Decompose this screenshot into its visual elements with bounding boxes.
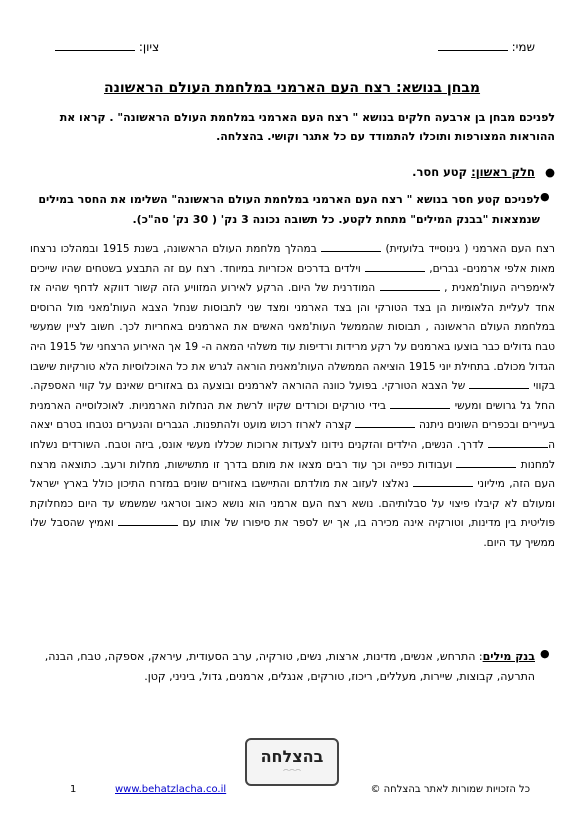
site-link[interactable]: www.behatzlacha.co.il	[115, 784, 227, 795]
blank-1[interactable]	[321, 241, 381, 252]
name-field[interactable]	[438, 38, 535, 54]
passage	[30, 240, 555, 554]
passage-segment: נאלצו לעזוב את מולדתם והתיישבו באזורים שונים במזרח התיכון כולל בארץ ישראל ומעולם לא קיבלו פיצוי על סבלותיהם. נושא רצח העם ארמני הוא נושא כאוב וטראגי שמשמש עד היום כמחלוקת פוליטית בין מדינות, וטורקיה אינה מכירה בו, אך יש לספר את סיפורו של אותו עם	[30, 478, 555, 530]
passage-segment: רצח העם הארמני ( גינוסייד בלועזית)	[381, 243, 556, 255]
copyright-text: כל הזכויות שמורות לאתר בהצלחה ©	[370, 784, 530, 795]
part1-title: קטע חסר.	[412, 165, 472, 179]
logo-tagline: ⌒⌒⌒	[282, 770, 301, 777]
grade-field[interactable]	[55, 38, 159, 54]
name-label: שמי:	[511, 40, 535, 54]
intro-paragraph: לפניכם מבחן בן ארבעה חלקים בנושא " רצח העם הארמני במלחמת העולם הראשונה" . קראו את ההוראות המצורפות ותוכלו להתמודד עם כל אתגר וקושי. בהצלחה.	[59, 111, 555, 143]
passage-segment: המודרנית של היום. הרקע לאירוע המזוויע הזה קשור דווקא לדחף שהיה אז אחד לעליית הלאומיות הן בצד הטורקי והן בצד הארמני ומצד שני לתבוסות שנחל הצבא העות'מאני מול הרוסים במלחמת העולם הראשונה , תבוסות שהממשל העות'מאני האשים את הארמנים באחריות לכך. חשוב לציין שמעשי טבח גדולים כבר בוצעו בארמנים על רקע מרידות ורדיפות עוד משלהי המאה ה- 19 אך האירוע הרצחני של 1915 היה הגדול מכולם. בתחילת יוני 1915 הוציאה הממשלה העות'מאנית הוראה לגרש את כל האוכלוסיות הלא טורקיות שישבו בקווי	[30, 282, 556, 393]
blank-9[interactable]	[413, 476, 473, 487]
name-blank[interactable]	[438, 38, 508, 51]
exam-title: מבחן בנושא: רצח העם הארמני במלחמת העולם הראשונה	[103, 80, 481, 96]
blank-8[interactable]	[456, 457, 516, 468]
passage-segment: במהלך מלחמת העולם הראשונה, בשנת 1915 ובמהלכו נרצחו מאות אלפי ארמנים- גברים,	[30, 243, 555, 275]
word-bank-label: בנק מילים	[482, 650, 535, 663]
grade-label: ציון:	[138, 40, 160, 54]
word-bank-words: : התרחש, אנשים, מדינות, ארצות, נשים, טורקיה, ערב הסעודית, עיראק, אספקה, טבח, הבנה, התרעה, קבוצות, שיירות, מעללים, ריכוז, טורקים, אנגלים, ארמנים, גדול, ביניני, קטן.	[44, 650, 535, 683]
blank-7[interactable]	[488, 437, 548, 448]
blank-2[interactable]	[365, 261, 425, 272]
blank-3[interactable]	[380, 280, 440, 291]
passage-segment: ואמיץ שהסבל שלו ממשיך עד היום.	[30, 517, 555, 549]
passage-segment: וילדים בדרכים אכזריות במיוחד. רצח עם זה התבצע בשטחים שהיו שייכים לאימפריה העות'מאנית ,	[30, 262, 555, 295]
blank-5[interactable]	[390, 398, 450, 409]
blank-6[interactable]	[355, 417, 415, 428]
passage-segment: לדרך. הנשים, הילדים והזקנים נידונו לצעדות ארוכות שכללו מעשי אונס, ביזה וטבח. השורדים נשלחו למחנות	[30, 438, 555, 471]
bullet-icon: ●	[544, 165, 555, 179]
footer	[70, 784, 530, 800]
passage-segment: בידי טורקים וכורדים שקיוו לרשת את הנחלות הארמניות. לאוכלוסייה הארמנית בעיירים ובכפרים השונים ניתנה	[30, 399, 555, 432]
part1-heading	[30, 165, 555, 179]
bullet-icon: ●	[540, 647, 550, 660]
passage-segment: קצרה לארוז רכוש מועט ולהתפנות. הגברים והנערים נטבחו בטרם יצאה ה	[30, 419, 555, 451]
logo-text: בהצלחה	[260, 747, 324, 766]
instructions: לפניכם קטע חסר בנושא " רצח העם הארמני במלחמת העולם הראשונה" השלימו את החסר במילים שנמצאות "בבנק המילים" מתחת לקטע. כל תשובה נכונה 3 נק' ( 30 נק' סה"כ).	[38, 193, 540, 226]
part1-label: חלק ראשון:	[471, 165, 535, 179]
blank-4[interactable]	[469, 378, 529, 389]
student-header	[55, 38, 535, 58]
page-number: 1	[70, 784, 77, 795]
grade-blank[interactable]	[55, 38, 135, 51]
blank-10[interactable]	[118, 515, 178, 526]
word-bank	[30, 647, 549, 687]
passage-segment: ועבודות כפייה וכך עוד רבים מצאו את מותם בדרך זו מתשישות, מחלות ורעב. כתוצאה מרצח העם הזה, מיליוני	[30, 458, 556, 491]
passage-segment: של הצבא הטורקי. בפועל כוונה ההוראה לארמנים ובוצעה גם באזורים שאינם על קווי האספקה. החל גל גרושים ומעשי	[30, 380, 555, 412]
behatzlacha-logo	[245, 738, 339, 786]
bullet-icon: ●	[540, 190, 550, 203]
